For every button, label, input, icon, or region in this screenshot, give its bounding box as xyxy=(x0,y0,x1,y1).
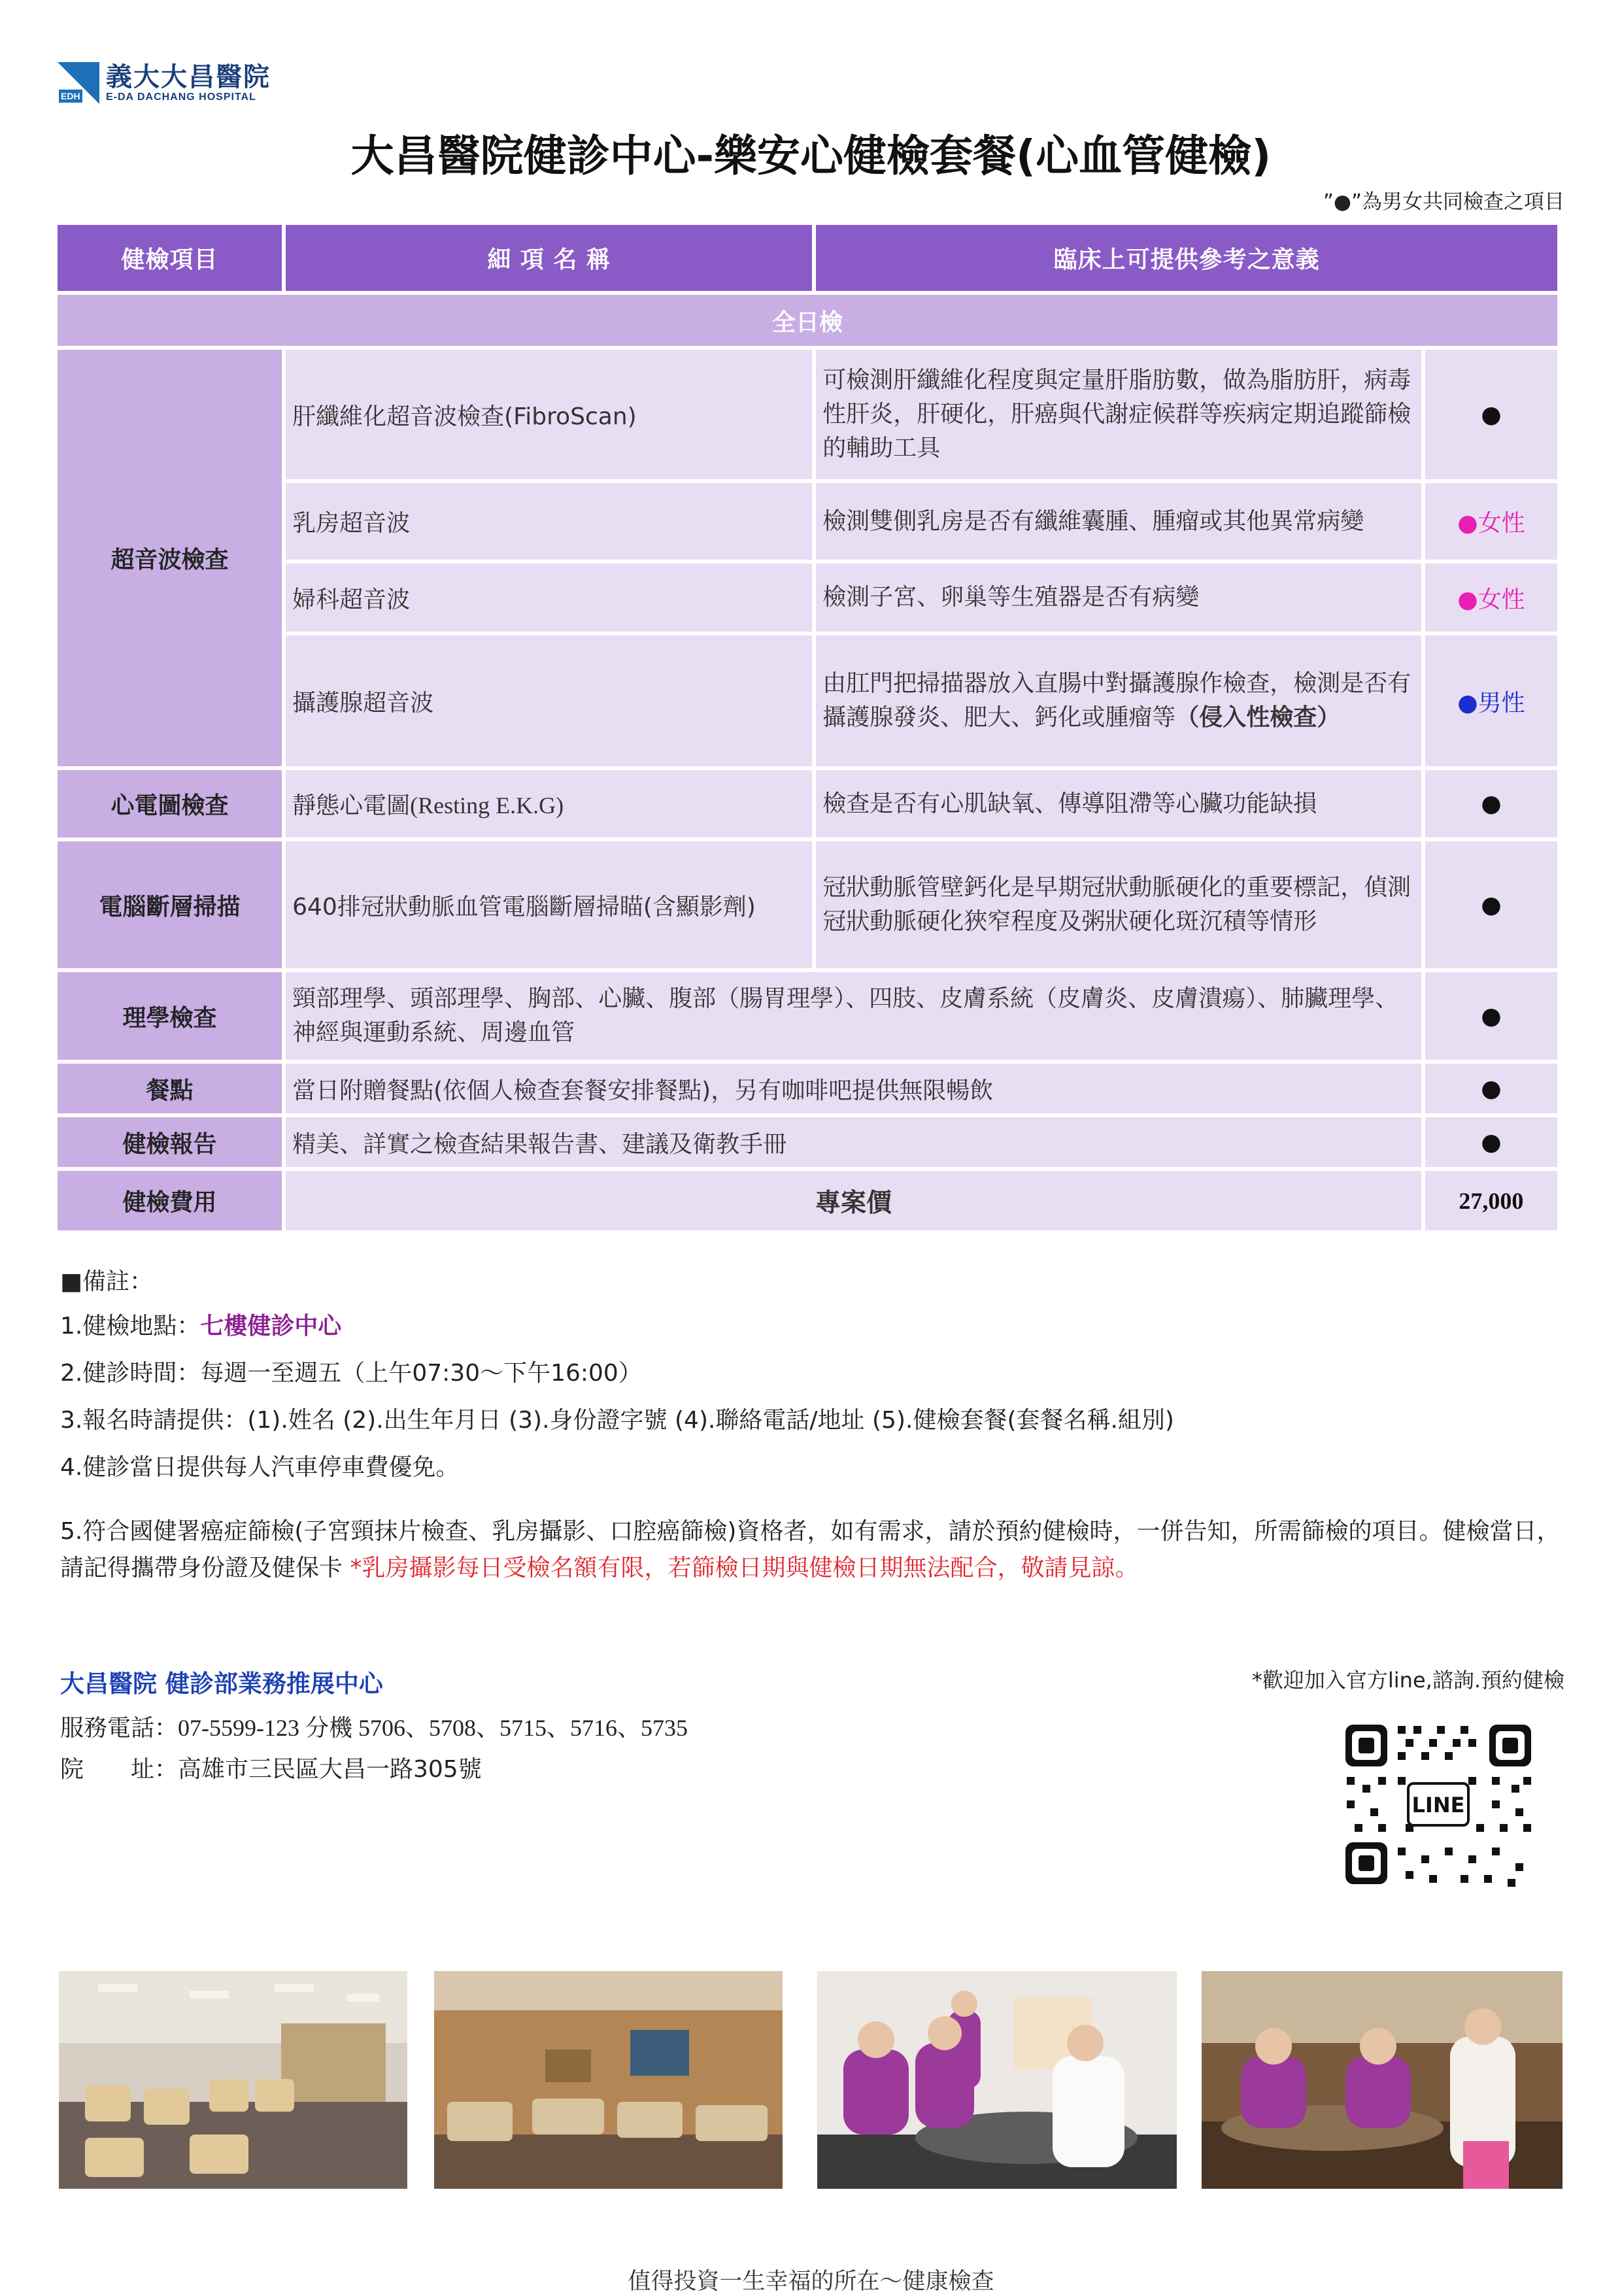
category-physical: 理學檢查 xyxy=(58,972,282,1060)
lounge-photo-2 xyxy=(434,1971,783,2189)
item-name: 靜態心電圖(Resting E.K.G) xyxy=(286,770,812,837)
qr-line-label: LINE xyxy=(1411,1793,1465,1817)
item-mark: ● xyxy=(1425,350,1557,479)
item-desc xyxy=(816,635,1421,766)
item-mark: ● xyxy=(1425,972,1557,1060)
note-mammography-limit: *乳房攝影每日受檢名額有限，若篩檢日期與健檢日期無法配合，敬請見諒。 xyxy=(350,1555,1139,1581)
logo-name-en: E-DA DACHANG HOSPITAL xyxy=(106,92,256,103)
logo-name-zh: 義大大昌醫院 xyxy=(106,61,271,92)
item-desc: 當日附贈餐點(依個人檢查套餐安排餐點)，另有咖啡吧提供無限暢飲 xyxy=(286,1064,1421,1113)
item-desc: 可檢測肝纖維化程度與定量肝脂肪數，做為脂肪肝，病毒性肝炎，肝硬化，肝癌與代謝症候群等疾病定期追蹤篩檢的輔助工具 xyxy=(816,350,1421,479)
dining-photo xyxy=(1202,1971,1563,2189)
header-subitem: 細 項 名 稱 xyxy=(286,225,812,291)
note-location-label: 1.健檢地點： xyxy=(60,1313,201,1340)
item-name: 婦科超音波 xyxy=(286,564,812,632)
item-desc: 檢查是否有心肌缺氧、傳導阻滯等心臟功能缺損 xyxy=(816,770,1421,837)
logo-abbr: EDH xyxy=(59,90,82,103)
item-desc: 精美、詳實之檢查結果報告書、建議及衛教手冊 xyxy=(286,1117,1421,1167)
contact-address: 院 址：高雄市三民區大昌一路305號 xyxy=(60,1756,482,1783)
header-meaning: 臨床上可提供參考之意義 xyxy=(816,225,1557,291)
item-name: 攝護腺超音波 xyxy=(286,635,812,766)
note-location xyxy=(60,1309,1564,1357)
item-mark: ● xyxy=(1425,841,1557,968)
page-title: 大昌醫院健診中心-樂安心健檢套餐(心血管健檢) xyxy=(350,131,1272,181)
line-note: *歡迎加入官方line,諮詢.預約健檢 xyxy=(1251,1668,1564,1693)
legend-note: ”●”為男女共同檢查之項目 xyxy=(1323,190,1564,214)
category-ultrasound: 超音波檢查 xyxy=(58,350,282,766)
header-item: 健檢項目 xyxy=(58,225,282,291)
note-parking: 4.健診當日提供每人汽車停車費優免。 xyxy=(60,1454,460,1481)
lounge-photo-1 xyxy=(59,1971,407,2189)
item-mark-female: ●女性 xyxy=(1425,564,1557,632)
line-qr-code-icon[interactable] xyxy=(1340,1719,1536,1889)
contact-title: 大昌醫院 健診部業務推展中心 xyxy=(60,1670,383,1698)
consultation-photo xyxy=(817,1971,1177,2189)
notes-section xyxy=(60,1265,1564,1587)
item-name: 640排冠狀動脈血管電腦斷層掃瞄(含顯影劑) xyxy=(286,841,812,968)
item-desc-text: 由肛門把掃描器放入直腸中對攝護腺作檢查，檢測是否有攝護腺發炎、肥大、鈣化或腫瘤等 xyxy=(822,670,1411,731)
note-hours: 2.健診時間：每週一至週五（上午07:30～下午16:00） xyxy=(60,1360,642,1387)
fee-price: 27,000 xyxy=(1425,1171,1557,1230)
note-cancer-text: 5.符合國健署癌症篩檢(子宮頸抹片檢查、乳房攝影、口腔癌篩檢)資格者，如有需求，請於預約健檢時，一併告知，所需篩檢的項目。健檢當日，請記得攜帶身份證及健保卡 xyxy=(60,1518,1561,1581)
note-cancer-screening xyxy=(60,1513,1564,1587)
category-fee: 健檢費用 xyxy=(58,1171,282,1230)
checkup-table xyxy=(54,221,1561,1234)
note-registration: 3.報名時請提供：(1).姓名 (2).出生年月日 (3).身份證字號 (4).聯絡電話/地址 (5).健檢套餐(套餐名稱.組別) xyxy=(60,1407,1174,1434)
invasive-note: （侵入性檢查） xyxy=(1175,704,1341,731)
item-desc: 頸部理學、頭部理學、胸部、心臟、腹部（腸胃理學）、四肢、皮膚系統（皮膚炎、皮膚潰瘍）、肺臟理學、神經與運動系統、周邊血管 xyxy=(286,972,1421,1060)
item-desc: 檢測子宮、卵巢等生殖器是否有病變 xyxy=(816,564,1421,632)
notes-heading: ■備註： xyxy=(60,1268,154,1295)
item-name: 乳房超音波 xyxy=(286,483,812,560)
section-full-day: 全日檢 xyxy=(58,295,1557,346)
item-mark-male: ●男性 xyxy=(1425,635,1557,766)
fee-label: 專案價 xyxy=(286,1171,1421,1230)
item-desc: 冠狀動脈管壁鈣化是早期冠狀動脈硬化的重要標記，偵測冠狀動脈硬化狹窄程度及粥狀硬化斑沉積等情形 xyxy=(816,841,1421,968)
item-mark: ● xyxy=(1425,1117,1557,1167)
logo-icon xyxy=(58,62,99,104)
hospital-logo xyxy=(58,62,271,104)
category-ecg: 心電圖檢查 xyxy=(58,770,282,837)
footer-slogan: 值得投資一生幸福的所在～健康檢查 xyxy=(628,2269,994,2295)
note-location-value: 七樓健診中心 xyxy=(200,1313,342,1340)
category-report: 健檢報告 xyxy=(58,1117,282,1167)
item-name: 肝纖維化超音波檢查(FibroScan) xyxy=(286,350,812,479)
item-mark: ● xyxy=(1425,1064,1557,1113)
category-ct: 電腦斷層掃描 xyxy=(58,841,282,968)
contact-phone: 服務電話：07-5599-123 分機 5706、5708、5715、5716、5735 xyxy=(60,1715,688,1741)
item-desc: 檢測雙側乳房是否有纖維囊腫、腫瘤或其他異常病變 xyxy=(816,483,1421,560)
item-mark: ● xyxy=(1425,770,1557,837)
item-mark-female: ●女性 xyxy=(1425,483,1557,560)
photo-strip xyxy=(59,1971,1563,2189)
category-meal: 餐點 xyxy=(58,1064,282,1113)
